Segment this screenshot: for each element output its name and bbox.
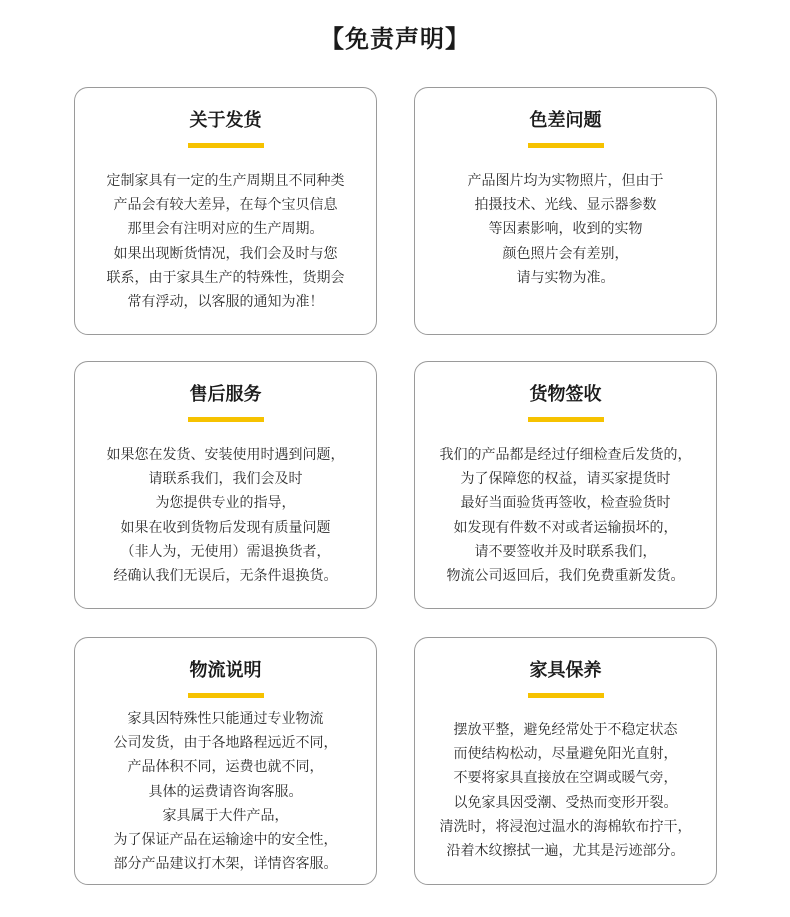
title-underline: [528, 417, 604, 422]
page-title: 【免责声明】: [320, 25, 470, 53]
body-line: 我们的产品都是经过仔细检查后发货的，: [439, 447, 692, 463]
body-line: 公司发货，由于各地路程远近不同，: [113, 735, 338, 752]
card-furniture-care: [414, 637, 717, 885]
body-line: 为您提供专业的指导，: [155, 495, 296, 512]
body-line: 摆放平整，避免经常处于不稳定状态: [453, 722, 678, 738]
title-underline: [528, 693, 604, 698]
body-line: 请与实物为准。: [516, 269, 615, 286]
title-underline: [528, 143, 604, 148]
body-line: 产品图片均为实物照片，但由于: [467, 173, 664, 189]
body-line: 等因素影响，收到的实物: [488, 221, 643, 238]
card-title: 家具保养: [529, 660, 602, 681]
body-line: 请联系我们，我们会及时: [148, 471, 303, 488]
card-shipping: [74, 87, 377, 335]
card-body: [423, 443, 708, 588]
body-line: 产品体积不同，运费也就不同，: [127, 759, 324, 776]
body-line: 颜色照片会有差别，: [502, 245, 629, 262]
card-title: 货物签收: [529, 384, 602, 405]
body-line: 如果在收到货物后发现有质量问题: [120, 519, 331, 536]
body-line: 联系，由于家具生产的特殊性，货期会: [106, 269, 345, 286]
card-title: 色差问题: [529, 110, 602, 131]
body-line: 部分产品建议打木架，详情咨客服。: [113, 856, 338, 873]
card-body: [83, 169, 368, 314]
body-line: （非人为，无使用）需退换货者，: [120, 543, 331, 560]
card-title: 物流说明: [189, 660, 262, 681]
body-line: 最好当面验货再签收，检查验货时: [460, 495, 671, 512]
card-body: [83, 443, 368, 588]
body-line: 常有浮动，以客服的通知为准！: [127, 294, 324, 311]
body-line: 物流公司返回后，我们免费重新发货。: [446, 568, 685, 585]
body-line: 具体的运费请咨询客服。: [148, 783, 303, 800]
body-line: 如果您在发货、安装使用时遇到问题，: [106, 447, 345, 463]
body-line: 那里会有注明对应的生产周期。: [127, 221, 324, 238]
body-line: 不要将家具直接放在空调或暖气旁，: [453, 770, 678, 787]
card-logistics: [74, 637, 377, 885]
body-line: 如果出现断货情况，我们会及时与您: [113, 245, 338, 262]
body-line: 为了保证产品在运输途中的安全性，: [113, 832, 338, 849]
body-line: 而使结构松动，尽量避免阳光直射，: [453, 746, 678, 763]
card-color-difference: [414, 87, 717, 335]
body-line: 定制家具有一定的生产周期且不同种类: [106, 173, 345, 189]
body-line: 请不要签收并及时联系我们，: [474, 543, 657, 560]
body-line: 家具因特殊性只能通过专业物流: [127, 711, 324, 727]
body-line: 拍摄技术、光线、显示器参数: [474, 197, 657, 214]
body-line: 家具属于大件产品，: [162, 807, 289, 824]
card-title: 售后服务: [189, 384, 262, 405]
body-line: 以免家具因受潮、受热而变形开裂。: [453, 794, 678, 811]
card-body: [423, 718, 708, 863]
body-line: 为了保障您的权益，请买家提货时: [460, 471, 671, 488]
card-body: [83, 707, 368, 876]
body-line: 产品会有较大差异，在每个宝贝信息: [113, 197, 338, 214]
title-underline: [188, 417, 264, 422]
card-title: 关于发货: [189, 110, 262, 131]
card-body: [423, 169, 708, 290]
body-line: 如发现有件数不对或者运输损坏的，: [453, 519, 678, 536]
title-underline: [188, 143, 264, 148]
body-line: 沿着木纹擦拭一遍，尤其是污迹部分。: [446, 843, 685, 860]
title-underline: [188, 693, 264, 698]
body-line: 清洗时，将浸泡过温水的海棉软布拧干，: [439, 818, 692, 835]
card-goods-receipt: [414, 361, 717, 609]
body-line: 经确认我们无误后，无条件退换货。: [113, 568, 338, 585]
card-after-sales: [74, 361, 377, 609]
